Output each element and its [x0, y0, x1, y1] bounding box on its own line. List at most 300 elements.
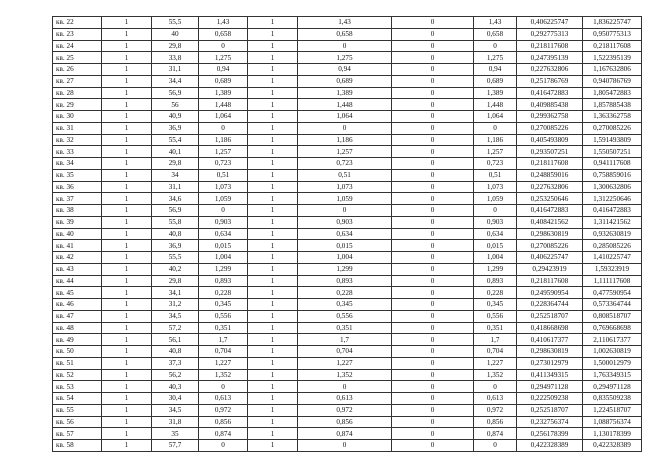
- zero-cell: 0: [392, 346, 474, 358]
- sum-cell: 1,002630819: [583, 346, 642, 358]
- sum-cell: 1,59323919: [583, 263, 642, 275]
- value-cell: 0,723: [199, 158, 248, 170]
- share-cell: 0,411349315: [517, 369, 583, 381]
- sum-cell: 0,416472883: [583, 205, 642, 217]
- coef-cell: 1: [248, 28, 298, 40]
- sum-cell: 0,218117608: [583, 40, 642, 52]
- table-row: [53, 381, 642, 393]
- value-cell: 0,634: [199, 228, 248, 240]
- share-cell: 0,299362758: [517, 111, 583, 123]
- apartment-cell: кв. 32: [53, 134, 102, 146]
- total-value-cell: 1,064: [474, 111, 517, 123]
- apartment-cell: кв. 30: [53, 111, 102, 123]
- zero-cell: 0: [392, 393, 474, 405]
- area-cell: 34: [152, 169, 199, 181]
- share-cell: 0,405493809: [517, 134, 583, 146]
- total-value-cell: 1,257: [474, 146, 517, 158]
- area-cell: 56: [152, 99, 199, 111]
- sum-cell: 1,167632806: [583, 64, 642, 76]
- zero-cell: 0: [392, 99, 474, 111]
- apartment-cell: кв. 35: [53, 169, 102, 181]
- table-row: [53, 369, 642, 381]
- total-value-cell: 0: [474, 40, 517, 52]
- value-copy-cell: 0,634: [298, 228, 392, 240]
- value-copy-cell: 1,186: [298, 134, 392, 146]
- sum-cell: 0,477590954: [583, 287, 642, 299]
- area-cell: 31,8: [152, 416, 199, 428]
- value-copy-cell: 1,073: [298, 181, 392, 193]
- coef-cell: 1: [248, 75, 298, 87]
- area-cell: 56,9: [152, 205, 199, 217]
- total-value-cell: 0,658: [474, 28, 517, 40]
- apartment-cell: кв. 39: [53, 216, 102, 228]
- share-cell: 0,298630819: [517, 228, 583, 240]
- total-value-cell: 0: [474, 205, 517, 217]
- count-cell: 1: [102, 216, 152, 228]
- table-row: [53, 240, 642, 252]
- count-cell: 1: [102, 310, 152, 322]
- sum-cell: 1,836225747: [583, 17, 642, 29]
- sum-cell: 1,805472883: [583, 87, 642, 99]
- area-cell: 56,9: [152, 87, 199, 99]
- value-copy-cell: 0,51: [298, 169, 392, 181]
- total-value-cell: 1,059: [474, 193, 517, 205]
- zero-cell: 0: [392, 263, 474, 275]
- value-copy-cell: 1,43: [298, 17, 392, 29]
- area-cell: 40,1: [152, 146, 199, 158]
- share-cell: 0,292775313: [517, 28, 583, 40]
- area-cell: 55,5: [152, 17, 199, 29]
- share-cell: 0,410617377: [517, 334, 583, 346]
- apartment-cell: кв. 34: [53, 158, 102, 170]
- count-cell: 1: [102, 322, 152, 334]
- document-page: [52, 16, 631, 452]
- total-value-cell: 0,903: [474, 216, 517, 228]
- share-cell: 0,227632806: [517, 64, 583, 76]
- apartment-cell: кв. 58: [53, 440, 102, 452]
- apartment-cell: кв. 27: [53, 75, 102, 87]
- zero-cell: 0: [392, 111, 474, 123]
- table-row: [53, 393, 642, 405]
- zero-cell: 0: [392, 146, 474, 158]
- coef-cell: 1: [248, 393, 298, 405]
- sum-cell: 1,088756374: [583, 416, 642, 428]
- count-cell: 1: [102, 334, 152, 346]
- count-cell: 1: [102, 287, 152, 299]
- value-cell: 0: [199, 381, 248, 393]
- value-copy-cell: 1,004: [298, 252, 392, 264]
- share-cell: 0,406225747: [517, 252, 583, 264]
- count-cell: 1: [102, 369, 152, 381]
- count-cell: 1: [102, 158, 152, 170]
- total-value-cell: 0,723: [474, 158, 517, 170]
- zero-cell: 0: [392, 357, 474, 369]
- total-value-cell: 0,94: [474, 64, 517, 76]
- count-cell: 1: [102, 146, 152, 158]
- total-value-cell: 1,43: [474, 17, 517, 29]
- zero-cell: 0: [392, 134, 474, 146]
- table-row: [53, 299, 642, 311]
- apartment-cell: кв. 56: [53, 416, 102, 428]
- apartment-cell: кв. 43: [53, 263, 102, 275]
- coef-cell: 1: [248, 404, 298, 416]
- apartment-cell: кв. 48: [53, 322, 102, 334]
- area-cell: 40,8: [152, 346, 199, 358]
- table-row: [53, 205, 642, 217]
- share-cell: 0,422328389: [517, 440, 583, 452]
- total-value-cell: 0: [474, 122, 517, 134]
- count-cell: 1: [102, 357, 152, 369]
- area-cell: 31,1: [152, 181, 199, 193]
- coef-cell: 1: [248, 252, 298, 264]
- apartment-cell: кв. 24: [53, 40, 102, 52]
- zero-cell: 0: [392, 75, 474, 87]
- coef-cell: 1: [248, 334, 298, 346]
- value-cell: 1,389: [199, 87, 248, 99]
- count-cell: 1: [102, 134, 152, 146]
- share-cell: 0,273012979: [517, 357, 583, 369]
- apartment-cell: кв. 46: [53, 299, 102, 311]
- area-cell: 40: [152, 28, 199, 40]
- count-cell: 1: [102, 193, 152, 205]
- value-cell: 1,7: [199, 334, 248, 346]
- value-cell: 0,689: [199, 75, 248, 87]
- table-row: [53, 146, 642, 158]
- value-copy-cell: 0,228: [298, 287, 392, 299]
- sum-cell: 1,224518707: [583, 404, 642, 416]
- count-cell: 1: [102, 205, 152, 217]
- coef-cell: 1: [248, 134, 298, 146]
- count-cell: 1: [102, 99, 152, 111]
- apartment-cell: кв. 50: [53, 346, 102, 358]
- total-value-cell: 1,389: [474, 87, 517, 99]
- value-copy-cell: 0,689: [298, 75, 392, 87]
- table-row: [53, 158, 642, 170]
- table-row: [53, 428, 642, 440]
- coef-cell: 1: [248, 428, 298, 440]
- sum-cell: 1,857885438: [583, 99, 642, 111]
- share-cell: 0,252518707: [517, 404, 583, 416]
- share-cell: 0,416472883: [517, 87, 583, 99]
- area-cell: 33,8: [152, 52, 199, 64]
- count-cell: 1: [102, 440, 152, 452]
- zero-cell: 0: [392, 216, 474, 228]
- count-cell: 1: [102, 228, 152, 240]
- zero-cell: 0: [392, 87, 474, 99]
- coef-cell: 1: [248, 440, 298, 452]
- zero-cell: 0: [392, 287, 474, 299]
- value-copy-cell: 0,704: [298, 346, 392, 358]
- table-row: [53, 416, 642, 428]
- sum-cell: 2,110617377: [583, 334, 642, 346]
- total-value-cell: 0,874: [474, 428, 517, 440]
- value-copy-cell: 0,658: [298, 28, 392, 40]
- area-cell: 40,2: [152, 263, 199, 275]
- zero-cell: 0: [392, 52, 474, 64]
- share-cell: 0,416472883: [517, 205, 583, 217]
- apartment-cell: кв. 57: [53, 428, 102, 440]
- value-cell: 0: [199, 122, 248, 134]
- area-cell: 55,8: [152, 216, 199, 228]
- zero-cell: 0: [392, 17, 474, 29]
- count-cell: 1: [102, 381, 152, 393]
- apartment-cell: кв. 25: [53, 52, 102, 64]
- apartment-cell: кв. 45: [53, 287, 102, 299]
- value-copy-cell: 1,448: [298, 99, 392, 111]
- table-row: [53, 99, 642, 111]
- coef-cell: 1: [248, 146, 298, 158]
- area-cell: 29,8: [152, 275, 199, 287]
- coef-cell: 1: [248, 17, 298, 29]
- value-cell: 0,972: [199, 404, 248, 416]
- sum-cell: 1,763349315: [583, 369, 642, 381]
- apartment-cell: кв. 54: [53, 393, 102, 405]
- total-value-cell: 1,227: [474, 357, 517, 369]
- count-cell: 1: [102, 64, 152, 76]
- value-copy-cell: 1,059: [298, 193, 392, 205]
- value-copy-cell: 0,015: [298, 240, 392, 252]
- value-copy-cell: 0,874: [298, 428, 392, 440]
- coef-cell: 1: [248, 310, 298, 322]
- zero-cell: 0: [392, 205, 474, 217]
- sum-cell: 0,932630819: [583, 228, 642, 240]
- area-cell: 34,1: [152, 287, 199, 299]
- sum-cell: 1,130178399: [583, 428, 642, 440]
- table-row: [53, 193, 642, 205]
- sum-cell: 0,835509238: [583, 393, 642, 405]
- coef-cell: 1: [248, 216, 298, 228]
- total-value-cell: 0: [474, 381, 517, 393]
- value-cell: 1,059: [199, 193, 248, 205]
- zero-cell: 0: [392, 240, 474, 252]
- zero-cell: 0: [392, 322, 474, 334]
- area-cell: 56,2: [152, 369, 199, 381]
- sum-cell: 0,940786769: [583, 75, 642, 87]
- coef-cell: 1: [248, 228, 298, 240]
- sum-cell: 0,422328389: [583, 440, 642, 452]
- apartment-cell: кв. 51: [53, 357, 102, 369]
- zero-cell: 0: [392, 122, 474, 134]
- apartment-cell: кв. 55: [53, 404, 102, 416]
- value-copy-cell: 0: [298, 205, 392, 217]
- coef-cell: 1: [248, 357, 298, 369]
- sum-cell: 0,769668698: [583, 322, 642, 334]
- share-cell: 0,251786769: [517, 75, 583, 87]
- count-cell: 1: [102, 169, 152, 181]
- share-cell: 0,409885438: [517, 99, 583, 111]
- value-cell: 1,257: [199, 146, 248, 158]
- sum-cell: 1,550507251: [583, 146, 642, 158]
- apartment-cell: кв. 44: [53, 275, 102, 287]
- value-copy-cell: 0,556: [298, 310, 392, 322]
- area-cell: 40,8: [152, 228, 199, 240]
- value-copy-cell: 1,7: [298, 334, 392, 346]
- total-value-cell: 0,228: [474, 287, 517, 299]
- value-cell: 0,613: [199, 393, 248, 405]
- share-cell: 0,218117608: [517, 275, 583, 287]
- coef-cell: 1: [248, 193, 298, 205]
- apartment-cell: кв. 49: [53, 334, 102, 346]
- value-copy-cell: 1,389: [298, 87, 392, 99]
- sum-cell: 0,950775313: [583, 28, 642, 40]
- apartment-cell: кв. 22: [53, 17, 102, 29]
- table-body: [53, 17, 642, 452]
- total-value-cell: 0,345: [474, 299, 517, 311]
- value-cell: 0,351: [199, 322, 248, 334]
- share-cell: 0,418668698: [517, 322, 583, 334]
- table-row: [53, 322, 642, 334]
- zero-cell: 0: [392, 416, 474, 428]
- value-copy-cell: 0,856: [298, 416, 392, 428]
- zero-cell: 0: [392, 275, 474, 287]
- value-cell: 0,893: [199, 275, 248, 287]
- area-cell: 40,9: [152, 111, 199, 123]
- area-cell: 31,2: [152, 299, 199, 311]
- count-cell: 1: [102, 252, 152, 264]
- apartment-cell: кв. 23: [53, 28, 102, 40]
- zero-cell: 0: [392, 64, 474, 76]
- value-cell: 1,448: [199, 99, 248, 111]
- apartment-meter-table: [52, 16, 642, 452]
- share-cell: 0,298630819: [517, 346, 583, 358]
- table-row: [53, 228, 642, 240]
- share-cell: 0,293507251: [517, 146, 583, 158]
- sum-cell: 0,285085226: [583, 240, 642, 252]
- value-copy-cell: 1,257: [298, 146, 392, 158]
- area-cell: 29,8: [152, 40, 199, 52]
- value-cell: 1,43: [199, 17, 248, 29]
- total-value-cell: 0,351: [474, 322, 517, 334]
- zero-cell: 0: [392, 28, 474, 40]
- table-row: [53, 75, 642, 87]
- value-cell: 0,015: [199, 240, 248, 252]
- value-cell: 0,345: [199, 299, 248, 311]
- table-row: [53, 334, 642, 346]
- area-cell: 34,4: [152, 75, 199, 87]
- area-cell: 37,3: [152, 357, 199, 369]
- share-cell: 0,232756374: [517, 416, 583, 428]
- value-copy-cell: 0: [298, 440, 392, 452]
- share-cell: 0,249590954: [517, 287, 583, 299]
- zero-cell: 0: [392, 369, 474, 381]
- coef-cell: 1: [248, 181, 298, 193]
- area-cell: 30,4: [152, 393, 199, 405]
- count-cell: 1: [102, 122, 152, 134]
- total-value-cell: 0: [474, 440, 517, 452]
- share-cell: 0,294971128: [517, 381, 583, 393]
- apartment-cell: кв. 33: [53, 146, 102, 158]
- value-cell: 0,658: [199, 28, 248, 40]
- zero-cell: 0: [392, 299, 474, 311]
- total-value-cell: 1,448: [474, 99, 517, 111]
- table-row: [53, 64, 642, 76]
- coef-cell: 1: [248, 111, 298, 123]
- area-cell: 35: [152, 428, 199, 440]
- table-row: [53, 263, 642, 275]
- table-row: [53, 252, 642, 264]
- count-cell: 1: [102, 240, 152, 252]
- table-row: [53, 357, 642, 369]
- coef-cell: 1: [248, 205, 298, 217]
- total-value-cell: 1,004: [474, 252, 517, 264]
- total-value-cell: 0,634: [474, 228, 517, 240]
- coef-cell: 1: [248, 381, 298, 393]
- coef-cell: 1: [248, 158, 298, 170]
- coef-cell: 1: [248, 322, 298, 334]
- count-cell: 1: [102, 416, 152, 428]
- value-cell: 1,073: [199, 181, 248, 193]
- count-cell: 1: [102, 40, 152, 52]
- count-cell: 1: [102, 17, 152, 29]
- count-cell: 1: [102, 75, 152, 87]
- value-cell: 0,556: [199, 310, 248, 322]
- coef-cell: 1: [248, 64, 298, 76]
- total-value-cell: 1,186: [474, 134, 517, 146]
- value-copy-cell: 0: [298, 40, 392, 52]
- apartment-cell: кв. 38: [53, 205, 102, 217]
- table-row: [53, 310, 642, 322]
- value-copy-cell: 1,299: [298, 263, 392, 275]
- sum-cell: 0,573364744: [583, 299, 642, 311]
- share-cell: 0,252518707: [517, 310, 583, 322]
- value-cell: 0,51: [199, 169, 248, 181]
- table-row: [53, 216, 642, 228]
- zero-cell: 0: [392, 181, 474, 193]
- total-value-cell: 1,7: [474, 334, 517, 346]
- area-cell: 29,8: [152, 158, 199, 170]
- count-cell: 1: [102, 28, 152, 40]
- area-cell: 56,1: [152, 334, 199, 346]
- table-row: [53, 28, 642, 40]
- value-cell: 1,064: [199, 111, 248, 123]
- apartment-cell: кв. 37: [53, 193, 102, 205]
- count-cell: 1: [102, 181, 152, 193]
- sum-cell: 0,270085226: [583, 122, 642, 134]
- sum-cell: 0,294971128: [583, 381, 642, 393]
- coef-cell: 1: [248, 346, 298, 358]
- coef-cell: 1: [248, 87, 298, 99]
- zero-cell: 0: [392, 404, 474, 416]
- share-cell: 0,406225747: [517, 17, 583, 29]
- sum-cell: 1,522395139: [583, 52, 642, 64]
- table-row: [53, 40, 642, 52]
- table-row: [53, 122, 642, 134]
- table-row: [53, 181, 642, 193]
- table-row: [53, 111, 642, 123]
- coef-cell: 1: [248, 287, 298, 299]
- count-cell: 1: [102, 299, 152, 311]
- count-cell: 1: [102, 87, 152, 99]
- value-cell: 1,186: [199, 134, 248, 146]
- apartment-cell: кв. 29: [53, 99, 102, 111]
- area-cell: 36,9: [152, 240, 199, 252]
- value-cell: 0,704: [199, 346, 248, 358]
- zero-cell: 0: [392, 193, 474, 205]
- value-copy-cell: 0: [298, 381, 392, 393]
- total-value-cell: 1,073: [474, 181, 517, 193]
- coef-cell: 1: [248, 299, 298, 311]
- apartment-cell: кв. 41: [53, 240, 102, 252]
- zero-cell: 0: [392, 158, 474, 170]
- value-copy-cell: 1,352: [298, 369, 392, 381]
- table-row: [53, 87, 642, 99]
- value-cell: 0,228: [199, 287, 248, 299]
- table-row: [53, 169, 642, 181]
- coef-cell: 1: [248, 122, 298, 134]
- total-value-cell: 1,299: [474, 263, 517, 275]
- total-value-cell: 0,856: [474, 416, 517, 428]
- value-cell: 1,275: [199, 52, 248, 64]
